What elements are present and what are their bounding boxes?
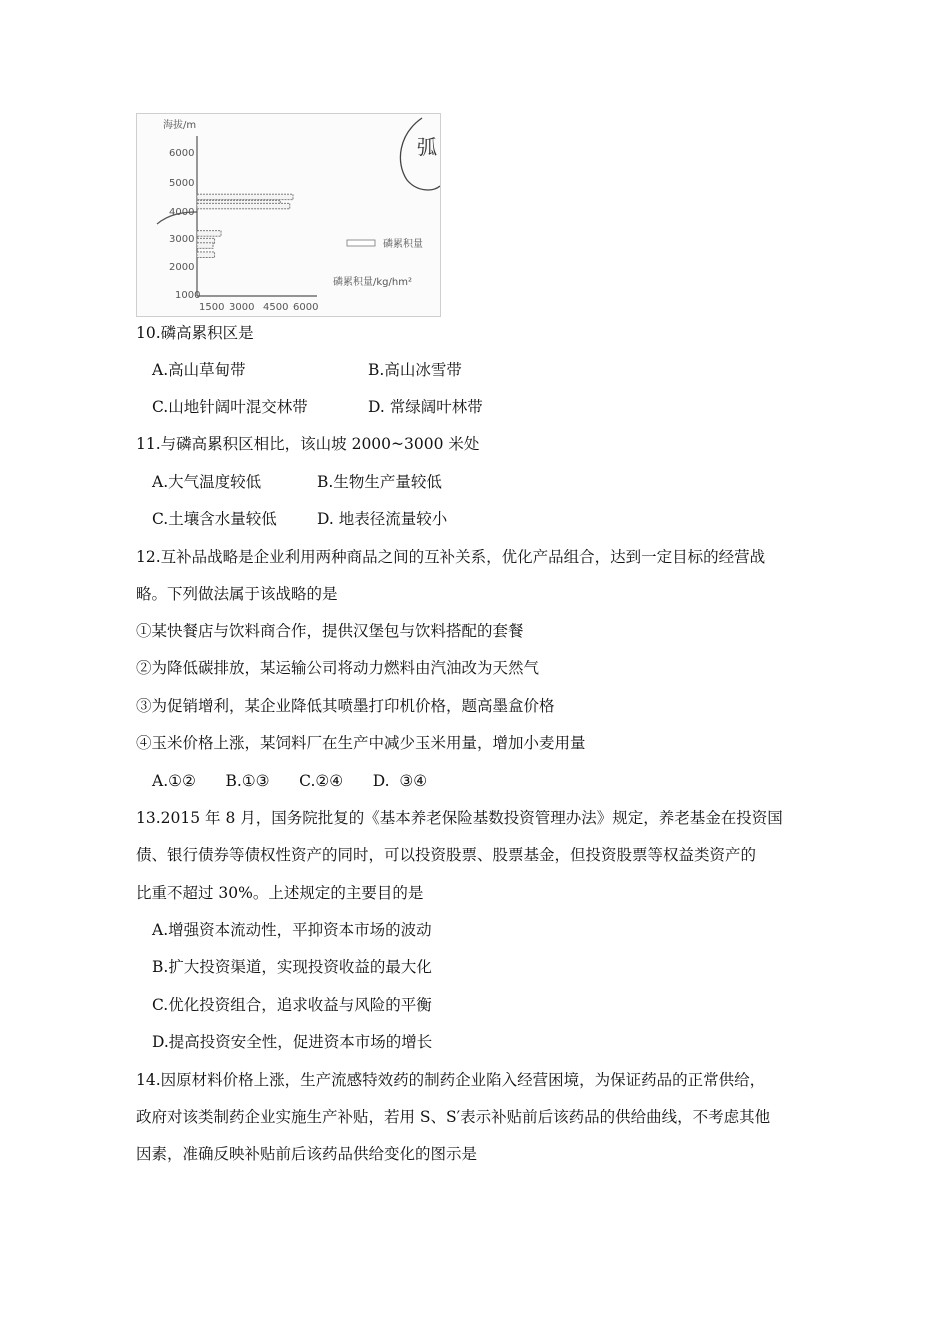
q12-item-3: ③为促销增利，某企业降低其喷墨打印机价格，题高墨盒价格 (136, 697, 555, 715)
q10-option-d: D. 常绿阔叶林带 (368, 398, 483, 416)
q10-option-b: B.高山冰雪带 (368, 361, 462, 379)
q10-option-a: A.高山草甸带 (152, 361, 246, 379)
y-tick: 3000 (169, 234, 195, 245)
x-ticks (199, 302, 318, 313)
q13-option-c: C.优化投资组合，追求收益与风险的平衡 (152, 996, 432, 1014)
q11-option-d: D. 地表径流量较小 (317, 510, 448, 528)
q13-option-d: D.提高投资安全性，促进资本市场的增长 (152, 1033, 433, 1051)
q12-item-1: ①某快餐店与饮料商合作，提供汉堡包与饮料搭配的套餐 (136, 622, 524, 640)
q11-stem: 11.与磷高累积区相比，该山坡 2000~3000 米处 (136, 435, 480, 453)
q13-stem-line1: 13.2015 年 8 月，国务院批复的《基本养老保险基数投资管理办法》规定，养老基金在投资国 (136, 809, 783, 827)
q13-option-a: A.增强资本流动性，平抑资本市场的波动 (152, 921, 432, 939)
legend-swatch (347, 240, 375, 246)
q11-option-a: A.大气温度较低 (152, 473, 262, 491)
bar (197, 243, 213, 249)
y-ticks (169, 148, 200, 301)
q14-stem-line3: 因素，准确反映补贴前后该药品供给变化的图示是 (136, 1145, 478, 1163)
q11-option-b: B.生物生产量较低 (317, 473, 442, 491)
phosphorus-altitude-chart (136, 113, 441, 317)
x-tick: 6000 (293, 302, 319, 313)
y-axis-title: 海拔/m (163, 120, 197, 131)
bar (197, 231, 221, 237)
chart-svg (137, 114, 440, 316)
x-tick: 1500 (199, 302, 225, 313)
q12-item-2: ②为降低碳排放，某运输公司将动力燃料由汽油改为天然气 (136, 659, 540, 677)
bars (197, 194, 293, 257)
bar (197, 252, 215, 258)
q13-stem-line2: 债、银行债券等债权性资产的同时，可以投资股票、股票基金，但投资股票等权益类资产的 (136, 846, 757, 864)
y-tick: 6000 (169, 148, 195, 159)
q12-options: A.①② B.①③ C.②④ D. ③④ (152, 772, 428, 790)
q11-option-c: C.土壤含水量较低 (152, 510, 277, 528)
q14-stem-line2: 政府对该类制药企业实施生产补贴，若用 S、S′表示补贴前后该药品的供给曲线，不考虑其他 (136, 1108, 771, 1126)
bar (197, 203, 290, 209)
y-tick: 4000 (169, 207, 195, 218)
y-tick: 5000 (169, 178, 195, 189)
corner-glyph: 弧 (417, 135, 437, 159)
q10-stem: 10.磷高累积区是 (136, 324, 254, 342)
legend-label: 磷累积量 (383, 239, 423, 250)
y-tick: 2000 (169, 262, 195, 273)
x-tick: 3000 (229, 302, 255, 313)
x-tick: 4500 (263, 302, 289, 313)
q12-stem-line2: 略。下列做法属于该战略的是 (136, 585, 338, 603)
q12-stem-line1: 12.互补品战略是企业利用两种商品之间的互补关系，优化产品组合，达到一定目标的经营战 (136, 548, 766, 566)
q13-stem-line3: 比重不超过 30%。上述规定的主要目的是 (136, 884, 424, 902)
y-tick: 1000 (175, 290, 201, 301)
q10-option-c: C.山地针阔叶混交林带 (152, 398, 308, 416)
x-axis-title: 磷累积量/kg/hm² (333, 277, 412, 288)
q14-stem-line1: 14.因原材料价格上涨，生产流感特效药的制药企业陷入经营困境，为保证药品的正常供给， (136, 1071, 766, 1089)
q13-option-b: B.扩大投资渠道，实现投资收益的最大化 (152, 958, 432, 976)
bar (197, 194, 293, 200)
q12-item-4: ④玉米价格上涨，某饲料厂在生产中减少玉米用量，增加小麦用量 (136, 734, 586, 752)
